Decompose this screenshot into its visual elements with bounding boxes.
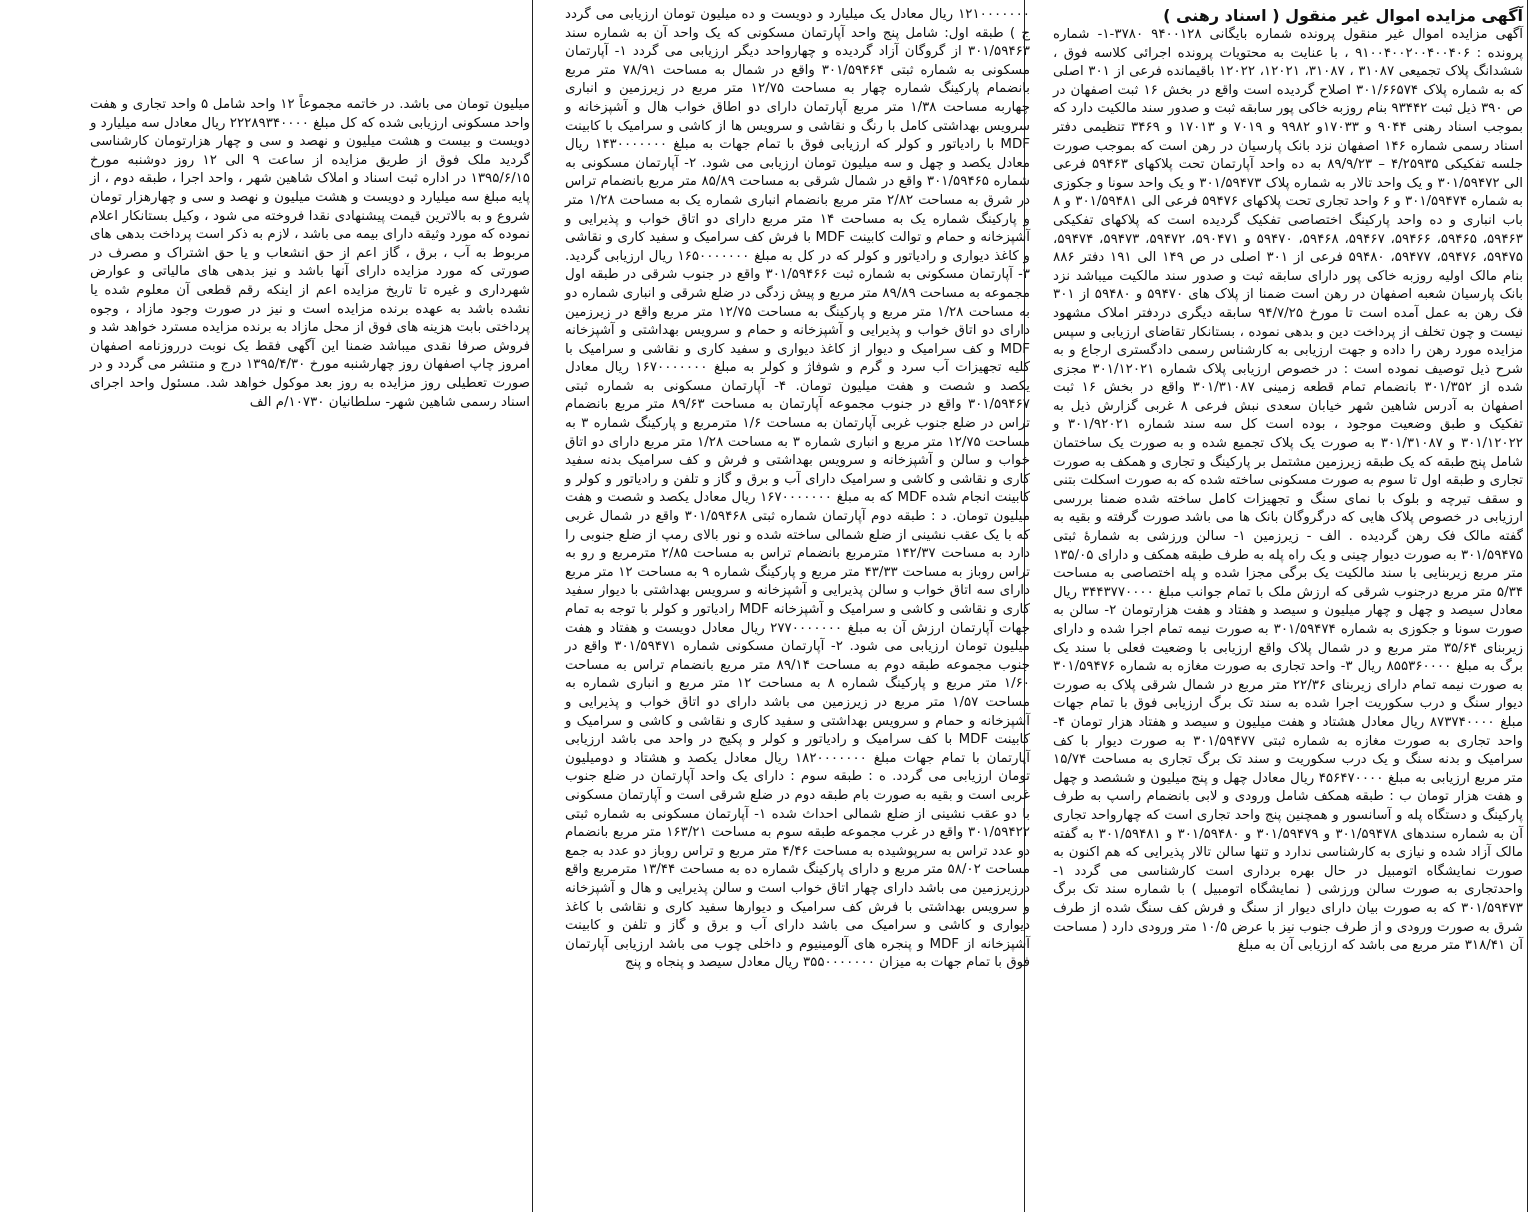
column-divider [532,0,533,1212]
notice-body-left: میلیون تومان می باشد. در خاتمه مجموعاً ۱۲ واحد شامل ۵ واحد تجاری و هفت واحد مسکونی ارزیابی شده که کل مبلغ ۲۲۲۸۹۳۴۰۰۰۰ ریال معادل سه میلیارد و دویست و بیست و هشت میلیون و نهصد و سی و چهار هزارتومان کارشناسی گردید ملک فوق از طریق مزایده از ساعت ۹ الی ۱۲ روز دوشنبه مورخ ۱۳۹۵/۶/۱۵ در اداره ثبت اسناد و املاک شاهین شهر ، واحد اجرا ، طبقه دوم ، از پایه مبلغ سه میلیارد و دویست و هشت میلیون و نهصد و سی و چهارهزار تومان شروع و به بالاترین قیمت پیشنهادی نقدا فروخته می شود ، وکیل بستانکار اعلام نموده که مورد وثیقه دارای بیمه می باشد ، لازم به ذکر است پرداخت بدهی های مربوط به آب ، برق ، گاز اعم از حق انشعاب و یا حق اشتراک و مصرف در صورتی که مورد مزایده دارای آنها باشد و نیز بدهی های مالیاتی و عوارض شهرداری و غیره تا تاریخ مزایده اعم از اینکه رقم قطعی آن معلوم شده یا نشده باشد به عهده برنده مزایده است و نیز در صورت وجود مازاد ، وجوه پرداختی بابت هزینه های فوق از محل مازاد به برنده مزایده مسترد خواهد شد و فروش صرفا نقدی میباشد ضمنا این آگهی فقط یک نوبت درروزنامه اصفهان امروز چاپ اصفهان روز چهارشنبه مورخ ۱۳۹۵/۴/۳۰ درج و منتشر می گردد و در صورت تعطیلی روز مزایده به روز بعد موکول خواهد شد. مسئول واحد اجرای اسناد رسمی شاهین شهر- سلطانیان ۱۰۷۳۰/م الف [90,97,531,410]
notice-body-right: آگهی مزایده اموال غیر منقول پرونده شماره بایگانی ۹۴۰۰۱۲۸ ۳۷۸۰-۱- شماره پرونده : ۹۱۰۰۴۰۰۲۰۰۴۰۰۴۰۶ ، با عنایت به محتویات پرونده اجرائی کلاسه فوق ، ششدانگ پلاک تجمیعی ۳۱۰۸۷ ، ۳۱۰۸۷، ۱۲۰۲۱، ۱۲۰۲۲ باقیمانده فرعی از ۳۰۱ اصلی که به شماره پلاک ۳۰۱/۶۶۵۷۴ اصلاح گردیده است واقع در بخش ۱۶ ثبت اصفهان در ص ۳۹۰ ذیل ثبت ۹۳۴۴۲ بنام روزبه خاکی پور سابقه ثبت و صدور سند مالکیت دارد که بموجب اسناد رهنی ۹۰۴۴ و ۱۷۰۳۳و ۹۹۸۲ و ۷۰۱۹ و ۱۷۰۱۳ و ۳۴۶۹ تنظیمی دفتر اسناد رسمی شماره ۱۴۶ اصفهان نزد بانک پارسیان در رهن است که بموجب صورت جلسه تفکیکی ۴/۲۵۹۳۵ – ۸۹/۹/۲۳ به ده واحد آپارتمان تحت پلاکهای ۵۹۴۶۳ فرعی الی ۳۰۱/۵۹۴۷۲ و یک واحد تالار به شماره پلاک ۳۰۱/۵۹۴۷۳ و یک واحد سونا و جکوزی به شماره ۳۰۱/۵۹۴۷۴ و ۶ واحد تجاری تحت پلاکهای ۵۹۴۷۶ فرعی الی ۳۰۱/۵۹۴۸۱ و ۸ باب انباری و ده واحد پارکینگ اختصاصی تفکیک گردیده است که پلاکهای تفکیکی ۵۹۴۶۳، ۵۹۴۶۵، ۵۹۴۶۶، ۵۹۴۶۷، ۵۹۴۶۸، ۵۹۴۷۰ و ۵۹۰۴۷۱، ۵۹۴۷۲، ۵۹۴۷۳، ۵۹۴۷۴، ۵۹۴۷۵، ۵۹۴۷۶، ۵۹۴۷۷، ۵۹۴۸۰ فرعی از ۳۰۱ اصلی در ص ۱۴۹ الی ۱۹۱ دفتر ۸۸۶ بنام مالک اولیه روزبه خاکی پور دارای سابقه ثبت و صدور سند مالکیت میباشد نزد بانک پارسیان شعبه اصفهان در رهن است ضمنا از پلاک های ۵۹۴۷۰ و ۵۹۴۸۰ از ۳۰۱ فک رهن به عمل آمده است تا مورخ ۹۴/۷/۲۵ سابقه دیگری دردفتر املاک مشهود نیست و چون تخلف از پرداخت دین و بدهی نموده ، بستانکار تقاضای ارزیابی و سپس مزایده مورد رهن را داده و جهت ارزیابی به کارشناس رسمی دادگستری ارجاع و به شرح ذیل توصیف نموده است : در خصوص ارزیابی پلاک شماره ۳۰۱/۱۲۰۲۱ مجزی شده از ۳۰۱/۳۵۲ بانضمام تمام قطعه زمینی ۳۰۱/۳۱۰۸۷ واقع در بخش ۱۶ ثبت اصفهان به آدرس شاهین شهر خیابان سعدی نبش فرعی ۸ غربی گزارش ذیل به تفکیک و طبق وضعیت موجود ، بوده است کل سه سند شماره ۳۰۱/۹۲۰۲۱ و ۳۰۱/۱۲۰۲۲ و ۳۰۱/۳۱۰۸۷ به صورت یک پلاک تجمیع شده و به صورت یک ساختمان شامل پنج طبقه که یک طبقه زیرزمین مشتمل بر پارکینگ و تجاری و همکف به صورت تجاری و طبقه اول تا سوم به صورت مسکونی ساخته شده که به صورت اسکلت بتنی و سقف تیرچه و بلوک با نمای سنگ و تجهیزات کامل ساخته شده ضمنا بررسی ارزیابی در خصوص پلاک هایی که درگروگان بانک ها می باشد صورت گرفته و بقیه به گفته مالک فک رهن گردیده . الف - زیرزمین ۱- سالن ورزشی به شمارۀ ثبتی ۳۰۱/۵۹۴۷۵ به صورت دیوار چینی و یک راه پله به طرف طبقه همکف و دارای ۱۳۵/۰۵ متر مربع زیربنایی با سند مالکیت یک برگی مجزا شده و پله اختصاصی به مساحت ۵/۳۴ متر مربع درجنوب شرقی که ارزش ملک با تمام جوانب مبلغ ۳۴۴۳۷۷۰۰۰۰ ریال معادل سیصد و چهل و چهار میلیون و سیصد و هفتاد و هفت هزارتومان ۲- سالن به صورت سونا و جکوزی به شماره ۳۰۱/۵۹۴۷۴ به صورت نیمه تمام اجرا شده و دارای زیربنای ۳۵/۶۴ متر مربع و در شمال پلاک واقع ارزیابی با وضعیت فعلی با سند یک برگ به مبلغ ۸۵۵۳۶۰۰۰۰ ریال ۳- واحد تجاری به صورت مغازه به شماره ۳۰۱/۵۹۴۷۶ به صورت نیمه تمام دارای زیربنای ۲۲/۳۶ متر مربع در شمال شرقی پلاک به صورت دیوار سنگ و درب سکوریت اجرا شده به سند تک برگ ارزیابی فوق با تمام جهات مبلغ ۸۷۳۷۴۰۰۰۰ ریال معادل هشتاد و هفت میلیون و سیصد و هفتاد هزار تومان ۴- واحد تجاری به صورت مغازه به شماره ثبتی ۳۰۱/۵۹۴۷۷ به صورت دیوار با کف سرامیک و بدنه سنگ و یک درب سکوریت و سند تک برگ تجاری به مساحت ۱۵/۷۴ متر مربع ارزیابی به مبلغ ۴۵۶۴۷۰۰۰۰ ریال معادل چهل و پنج میلیون و ششصد و چهل و هفت هزار تومان ب : طبقه همکف شامل ورودی و لابی بانضمام راسپ به طرف پارکینگ و دستگاه پله و آسانسور و همچنین پنج واحد تجاری است که چهارواحد تجاری آن به شماره سندهای ۳۰۱/۵۹۴۷۸ و ۳۰۱/۵۹۴۷۹ و ۳۰۱/۵۹۴۸۰ و ۳۰۱/۵۹۴۸۱ به گفته مالک آزاد شده و نیازی به کارشناسی ندارد و تنها سالن تالار پذیرایی که هم اکنون به صورت نمایشگاه اتومبیل در حال بهره برداری است کارشناسی می گردد ۱- واحدتجاری به صورت سالن ورزشی ( نمایشگاه اتومبیل ) با شماره سند تک برگ ۳۰۱/۵۹۴۷۳ که به صورت بیان دارای دیوار از سنگ و فرش کف سنگ شده از طرف شرق به صورت ورودی و از طرف جنوب نیز با عرض ۱۰/۵ متر ورودی دارد ( مساحت آن ۳۱۸/۴۱ متر مربع می باشد که ارزیابی آن به مبلغ [1053,27,1524,954]
notice-body-middle: ۱۲۱۰۰۰۰۰۰۰ ریال معادل یک میلیارد و دویست و ده میلیون تومان ارزیابی می گردد ج ) طبقه اول: شامل پنج واحد آپارتمان مسکونی که یک واحد آن به شماره سند ۳۰۱/۵۹۴۶۳ از گروگان آزاد گردیده و چهارواحد دیگر ارزیابی می گردد ۱- آپارتمان مسکونی به شماره ثبتی ۳۰۱/۵۹۴۶۴ واقع در شمال به مساحت ۷۸/۹۱ متر مربع بانضمام پارکینگ شماره چهار به مساحت ۱۲/۷۵ متر مربع در زیرزمین و انباری چهاربه مساحت ۱/۳۸ متر مربع آپارتمان دارای دو اطاق خواب هال و آشپزخانه و سرویس بهداشتی کامل با رنگ و نقاشی و سرویس ها از کاشی و سرامیک با کابینت MDF با رادیاتور و کولر که ارزیابی فوق با تمام جهات به مبلغ ۱۴۳۰۰۰۰۰۰۰ ریال معادل یکصد و چهل و سه میلیون تومان ارزیابی می شود. ۲- آپارتمان مسکونی به شماره ۳۰۱/۵۹۴۶۵ واقع در شمال شرقی به مساحت ۸۵/۸۹ متر مربع بانضمام تراس در شرق به مساحت ۲/۸۲ متر مربع بانضمام انباری شماره یک به مساحت ۱/۲۸ متر و پارکینگ شماره یک به مساحت ۱۴ متر مربع دارای دو اتاق خواب و پذیرایی و آشپزخانه و حمام و توالت کابینت MDF با فرش کف سرامیک و سفید کاری و نقاشی و کاغذ دیواری و رادیاتور و کولر که در کل به مبلغ ۱۶۵۰۰۰۰۰۰۰ ریال ارزیابی گردید. ۳- آپارتمان مسکونی به شماره ثبت ۳۰۱/۵۹۴۶۶ واقع در جنوب شرقی در طبقه اول مجموعه به مساحت ۸۹/۸۹ متر مربع و پیش زدگی در ضلع شرقی و انباری شماره دو به مساحت ۱/۲۸ متر مربع و پارکینگ به مساحت ۱۲/۷۵ متر مربع واقع در زیرزمین دارای دو اتاق خواب و پذیرایی و آشپزخانه و حمام و سرویس بهداشتی و آشپزخانه MDF و کف سرامیک و دیوار از کاغذ دیواری و سفید کاری و نقاشی و سرامیک با کلیه تجهیزات آب سرد و گرم و شوفاژ و کولر به مبلغ ۱۶۷۰۰۰۰۰۰۰ ریال معادل یکصد و شصت و هفت میلیون تومان. ۴- آپارتمان مسکونی به شماره ثبتی ۳۰۱/۵۹۴۶۷ واقع در جنوب مجموعه آپارتمان به مساحت ۸۹/۶۳ متر مربع بانضمام تراس در ضلع جنوب غربی آپارتمان به مساحت ۱/۶ مترمربع و پارکینگ شماره ۳ به مساحت ۱۲/۷۵ متر مربع و انباری شماره ۳ به مساحت ۱/۲۸ متر مربع دارای دو اتاق خواب و سالن و آشپزخانه و سرویس بهداشتی و فرش و کف سرامیک بدنه سفید کاری و نقاشی و کاشی و سرامیک دارای آب و برق و گاز و تلفن و رادیاتور و کولر و کابینت انجام شده MDF که به مبلغ ۱۶۷۰۰۰۰۰۰۰ ریال معادل یکصد و شصت و هفت میلیون تومان. د : طبقه دوم آپارتمان شماره ثبتی ۳۰۱/۵۹۴۶۸ واقع در شمال غربی که با یک عقب نشینی از ضلع شمالی ساخته شده و نور بالای رمپ از ضلع جنوبی را دارد به مساحت ۱۴۲/۳۷ مترمربع بانضمام تراس به مساحت ۲/۸۵ مترمربع و رو به تراس روباز به مساحت ۴۳/۳۳ متر مربع و پارکینگ شماره ۹ به مساحت ۱۲ متر مربع دارای سه اتاق خواب و سالن پذیرایی و آشپزخانه و سرویس بهداشتی با دیوار سفید کاری و نقاشی و کاشی و سرامیک و آشپزخانه MDF رادیاتور و کولر با توجه به تمام جهات آپارتمان ارزش آن به مبلغ ۲۷۷۰۰۰۰۰۰۰ ریال معادل دویست و هفتاد و هفت میلیون تومان ارزیابی می شود. ۲- آپارتمان مسکونی شماره ۳۰۱/۵۹۴۷۱ واقع در جنوب مجموعه طبقه دوم به مساحت ۸۹/۱۴ متر مربع بانضمام تراس به مساحت ۱/۶۰ متر مربع و پارکینگ شماره ۸ به مساحت ۱۲ متر مربع و انباری شماره به مساحت ۱/۵۷ متر مربع در زیرزمین می باشد دارای دو اتاق خواب و پذیرایی و آشپزخانه و حمام و سرویس بهداشتی و سفید کاری و نقاشی و کاشی و سرامیک و کابینت MDF با کف سرامیک و رادیاتور و کولر و پکیج در واحد می باشد ارزیابی آپارتمان با تمام جهات مبلغ ۱۸۲۰۰۰۰۰۰۰ ریال معادل یکصد و هشتاد و دومیلیون تومان ارزیابی می گردد. ه : طبقه سوم : دارای یک واحد آپارتمان در ضلع جنوب غربی است و بقیه به صورت بام طبقه دوم در ضلع شرقی است و آپارتمان مسکونی با دو عقب نشینی از ضلع شمالی احداث شده ۱- آپارتمان مسکونی به شماره ثبتی ۳۰۱/۵۹۴۲۲ واقع در غرب مجموعه طبقه سوم به مساحت ۱۶۳/۲۱ متر مربع بانضمام دو عدد تراس به سرپوشیده به مساحت ۴/۴۶ متر مربع و تراس روباز دو عدد به جمع مساحت ۵۸/۰۲ متر مربع و دارای پارکینگ شماره ده به مساحت ۱۳/۴۴ مترمربع واقع درزیرزمین می باشد دارای چهار اتاق خواب است و سالن پذیرایی و هال و آشپزخانه و سرویس بهداشتی با فرش کف سرامیک و دیوارها سفید کاری و نقاشی با کاغذ دیواری و کاشی و سرامیک می باشد دارای آب و برق و گاز و تلفن و کابینت آشپزخانه از MDF و پنجره های آلومینیوم و داخلی چوب می باشد ارزیابی آپارتمان فوق با تمام جهات به میزان ۳۵۵۰۰۰۰۰۰۰ ریال معادل سیصد و پنجاه و پنج [565,7,1031,971]
notice-column-middle [565,6,1030,1206]
notice-column-right [1053,6,1523,1206]
notice-column-left [90,96,531,410]
notice-title: آگهی مزایده اموال غیر منقول ( اسناد رهنی ) [1163,6,1523,25]
page-edge-line [1527,0,1528,1212]
